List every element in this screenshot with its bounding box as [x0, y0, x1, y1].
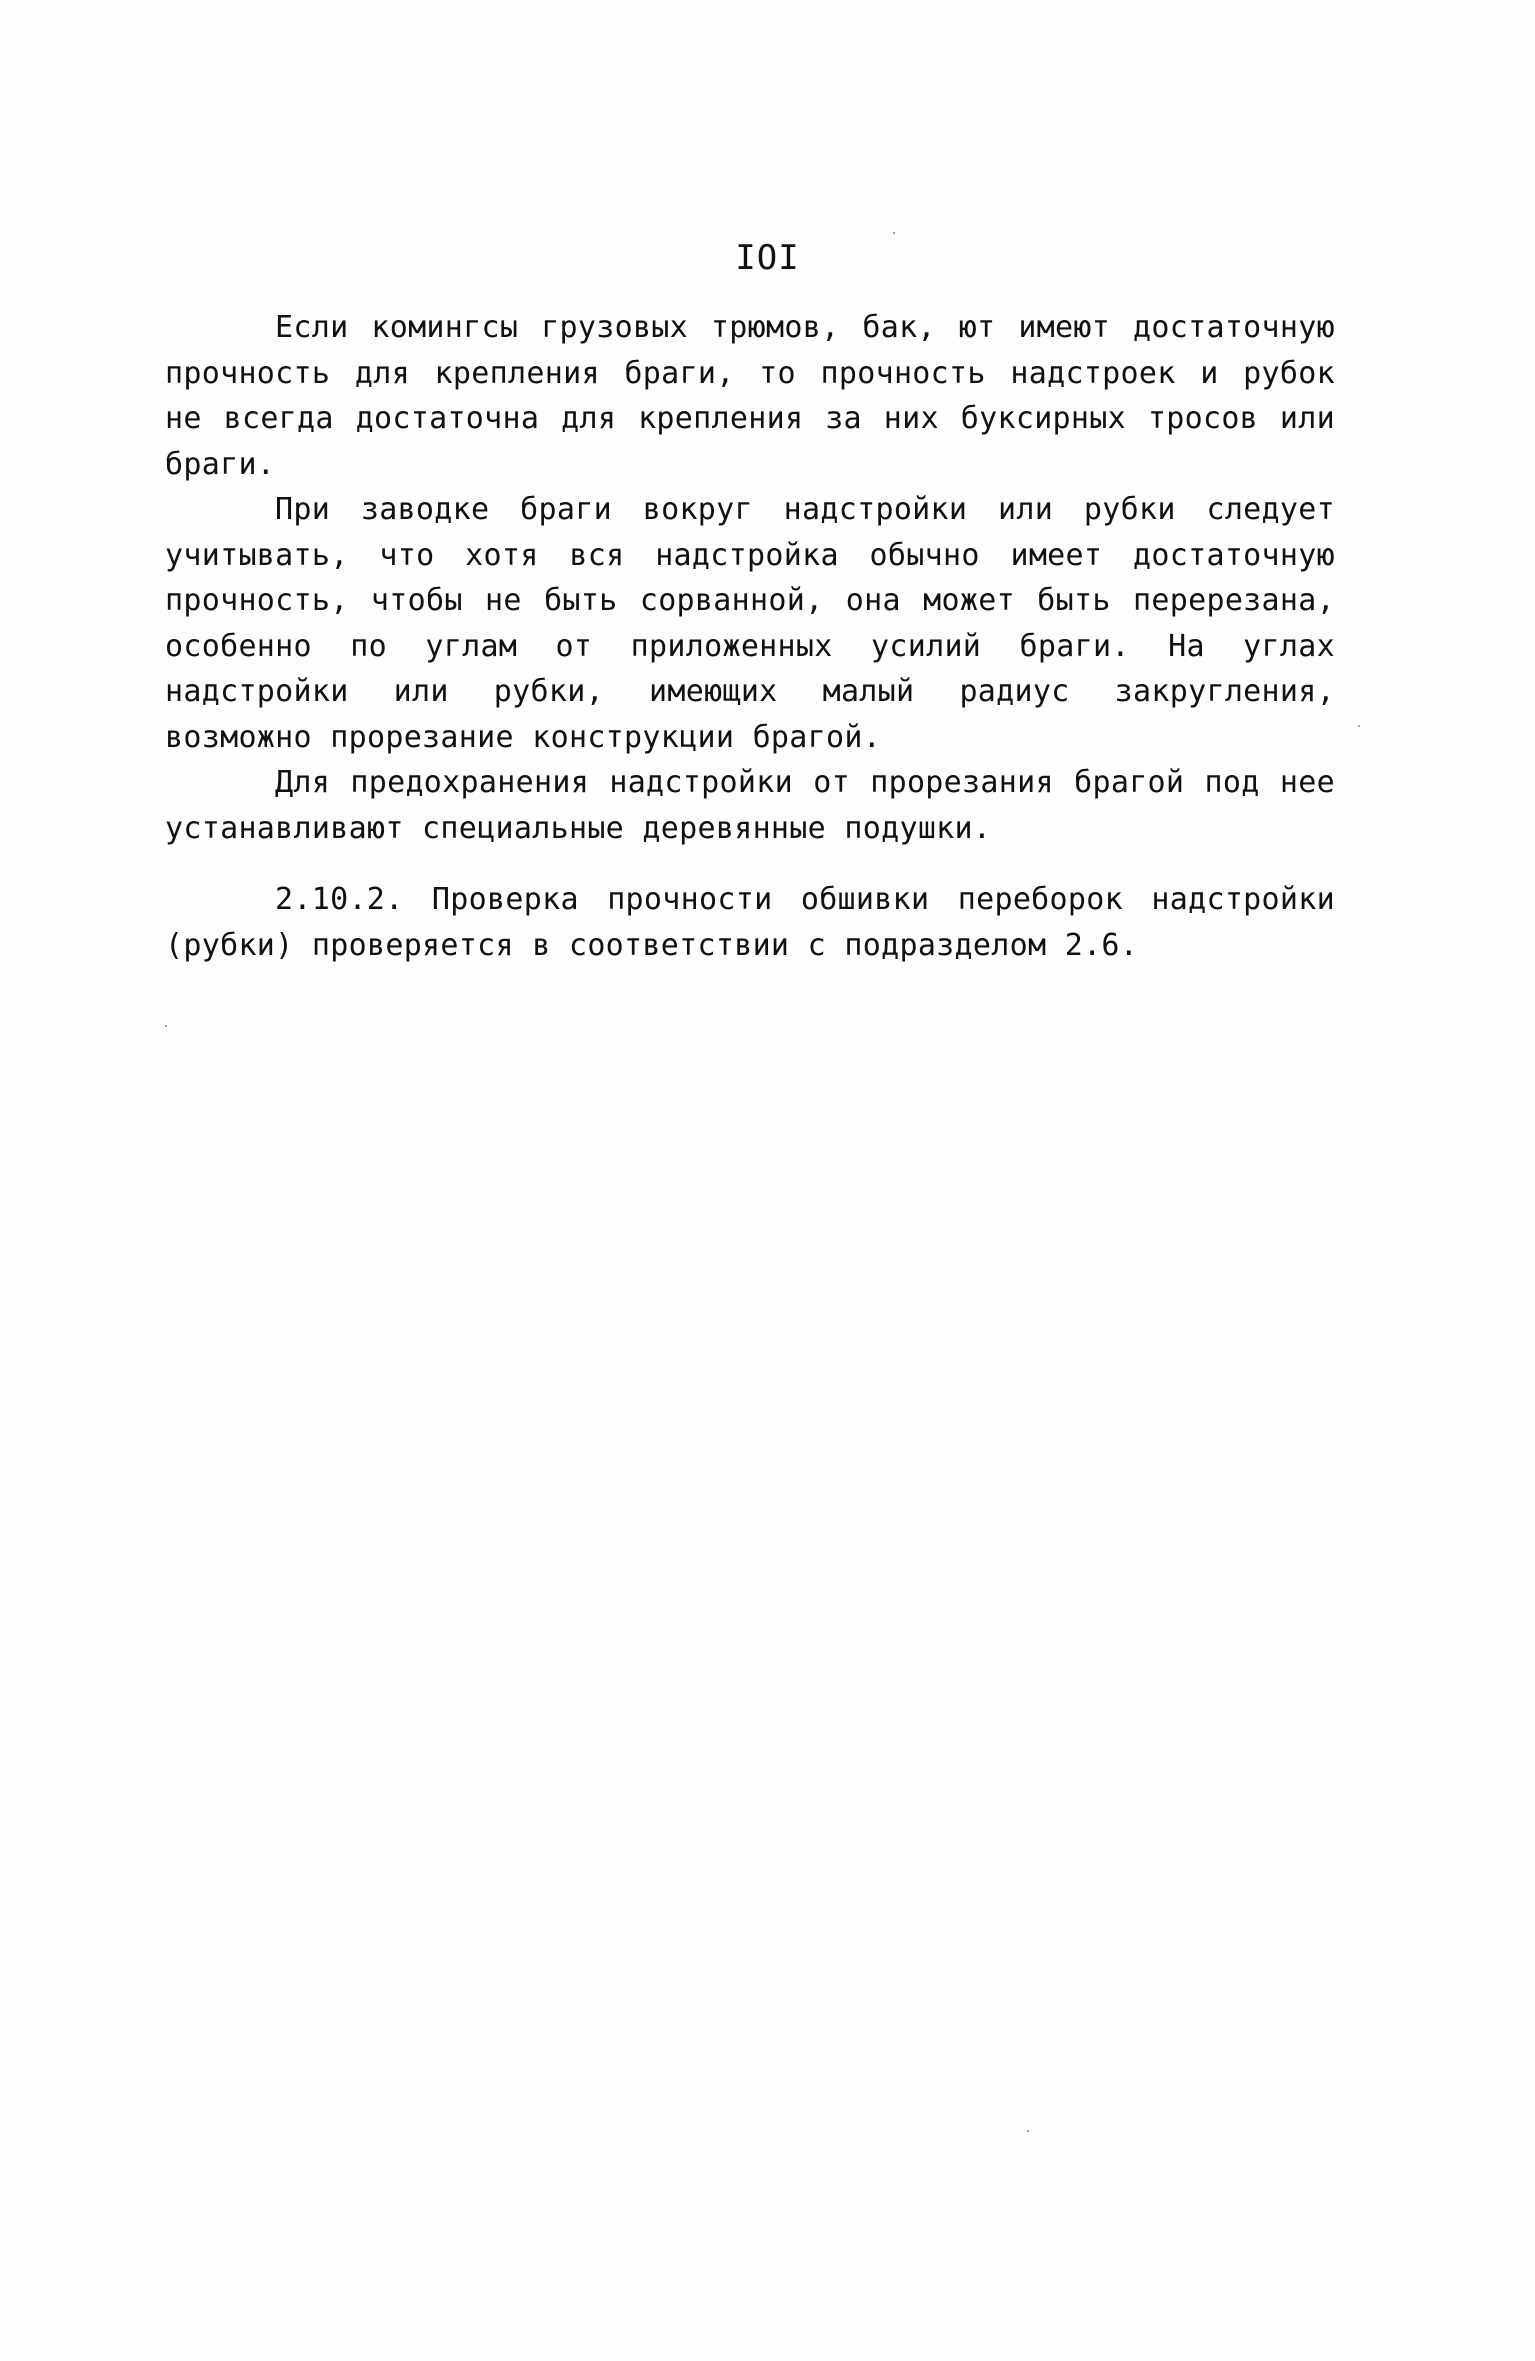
paragraph-4: 2.10.2. Проверка прочности обшивки переборок надстройки (рубки) проверяется в соответствии с подразделом 2.6.: [165, 882, 1335, 963]
body-text: [165, 305, 1335, 968]
scan-speck: [893, 232, 895, 234]
paragraph-1: Если комингсы грузовых трюмов, бак, ют имеют достаточную прочность для крепления браги, то прочность надстроек и рубок не всегда достаточна для крепления за них буксирных тросов или браги.: [165, 310, 1335, 482]
scan-speck: [165, 1025, 167, 1027]
page-number: IOI: [735, 238, 800, 278]
paragraph-3: Для предохранения надстройки от прорезания брагой под нее устанавливают специальные деревянные подушки.: [165, 765, 1335, 846]
scan-speck: [1358, 725, 1360, 727]
scan-speck: [1027, 2130, 1029, 2132]
paragraph-2: При заводке браги вокруг надстройки или рубки следует учитывать, что хотя вся надстройка обычно имеет достаточную прочность, чтобы не быть сорванной, она может быть перерезана, особенно по углам от приложенных усилий браги. На углах надстройки или рубки, имеющих малый радиус закругления, возможно прорезание конструкции брагой.: [165, 492, 1335, 755]
